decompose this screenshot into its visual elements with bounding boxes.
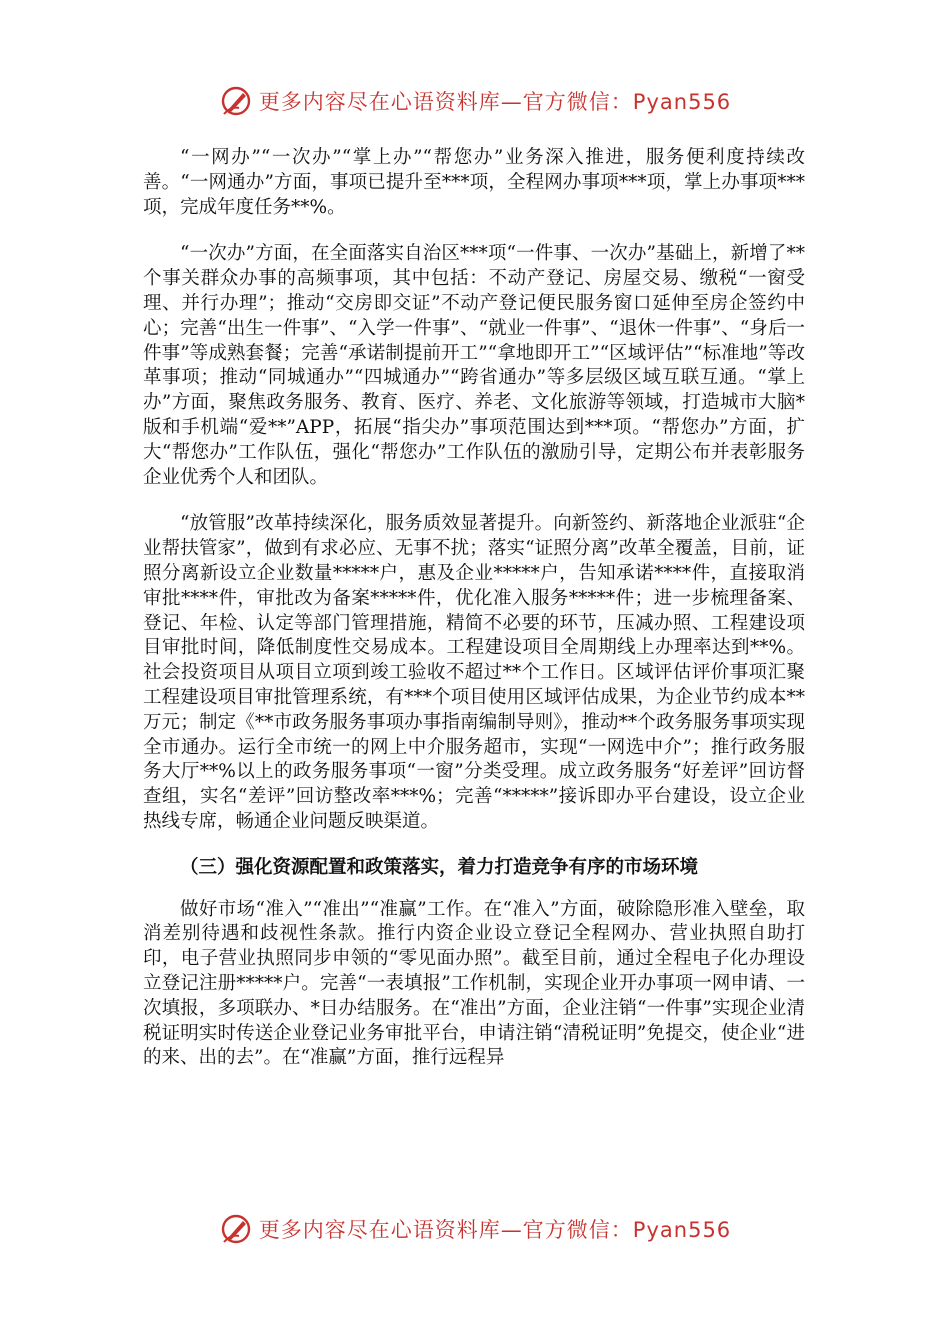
watermark-text: 更多内容尽在心语资料库—官方微信：Pyan556 (258, 90, 732, 114)
paragraph-3: “放管服”改革持续深化，服务质效显著提升。向新签约、新落地企业派驻“企业帮扶管家”，做到有求必应、无事不扰；落实“证照分离”改革全覆盖，目前，证照分离新设立企业数量*****户，惠及企业*****户，告知承诺****件，直接取消审批****件，审批改为备案*****件，优化准入服务*****件；进一步梳理备案、登记、年检、认定等部门管理措施，精简不必要的环节，压减办照、工程建设项目审批时间，降低制度性交易成本。工程建设项目全周期线上办理率达到**%。社会投资项目从项目立项到竣工验收不超过**个工作日。区域评估评价事项汇聚工程建设项目审批管理系统，有***个项目使用区域评估成果，为企业节约成本**万元；制定《**市政务服务事项办事指南编制导则》，推动**个政务服务事项实现全市通办。运行全市统一的网上中介服务超市，实现“一网选中介”；推行政务服务大厅**%以上的政务服务事项“一窗”分类受理。成立政务服务“好差评”回访督查组，实名“差评”回访整改率***%；完善“*****”接诉即办平台建设，设立企业热线专席，畅通企业问题反映渠道。 (143, 513, 805, 832)
paragraph-2: “一次办”方面，在全面落实自治区***项“一件事、一次办”基础上，新增了**个事关群众办事的高频事项，其中包括：不动产登记、房屋交易、缴税“一窗受理、并行办理”；推动“交房即交证”不动产登记便民服务窗口延伸至房企签约中心；完善“出生一件事”、“入学一件事”、“就业一件事”、“退休一件事”、“身后一件事”等成熟套餐；完善“承诺制提前开工”“拿地即开工”“区域评估”“标准地”等改革事项；推动“同城通办”“四城通办”“跨省通办”等多层级区域互联互通。“掌上办”方面，聚焦政务服务、教育、医疗、养老、文化旅游等领域，打造城市大脑*版和手机端“爱**”APP，拓展“指尖办”事项范围达到***项。“帮您办”方面，扩大“帮您办”工作队伍，强化“帮您办”工作队伍的激励引导，定期公布并表彰服务企业优秀个人和团队。 (143, 243, 805, 488)
paragraph-1: “一网办”“一次办”“掌上办”“帮您办”业务深入推进，服务便利度持续改善。“一网通办”方面，事项已提升至***项，全程网办事项***项，掌上办事项***项，完成年度任务**%。 (143, 147, 805, 218)
pen-logo-icon (219, 1212, 253, 1246)
section-heading: （三）强化资源配置和政策落实，着力打造竞争有序的市场环境 (180, 856, 699, 878)
section-paragraph: 做好市场“准入”“准出”“准赢”工作。在“准入”方面，破除隐形准入壁垒，取消差别待遇和歧视性条款。推行内资企业设立登记全程网办、营业执照自助打印，电子营业执照同步申领的“零见面办照”。截至目前，通过全程电子化办理设立登记注册*****户。完善“一表填报”工作机制，实现企业开办事项一网申请、一次填报，多项联办、*日办结服务。在“准出”方面，企业注销“一件事”实现企业清税证明实时传送企业登记业务审批平台，申请注销“清税证明”免提交，使企业“进的来、出的去”。在“准赢”方面，推行远程异 (143, 898, 805, 1069)
pen-logo-icon (219, 84, 253, 118)
watermark-header (0, 84, 950, 118)
watermark-text: 更多内容尽在心语资料库—官方微信：Pyan556 (258, 1218, 732, 1242)
watermark-footer (0, 1212, 950, 1246)
document-body (143, 146, 805, 1071)
